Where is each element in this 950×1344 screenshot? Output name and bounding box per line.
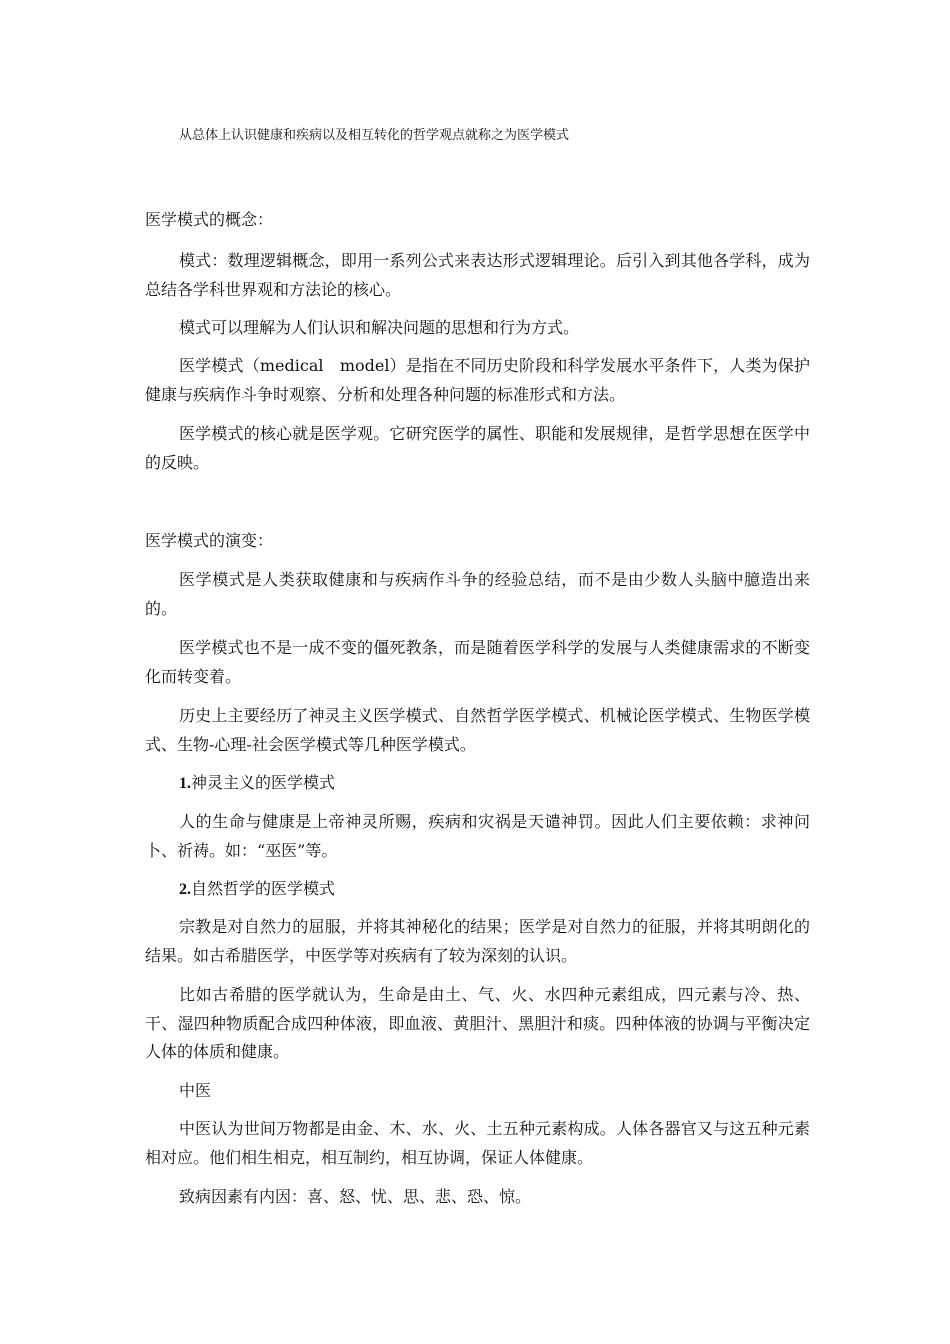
paragraph: 医学模式也不是一成不变的僵死教条，而是随着医学科学的发展与人类健康需求的不断变化而转变着。 [145, 638, 810, 686]
paragraph: 医学模式（medical model）是指在不同历史阶段和科学发展水平条件下，人类为保护健康与疾病作斗争时观察、分析和处理各种问题的标准形式和方法。 [145, 356, 810, 404]
page-header: 从总体上认识健康和疾病以及相互转化的哲学观点就称之为医学模式 [179, 128, 570, 143]
subheading-text: 自然哲学的医学模式 [191, 879, 336, 898]
subheading-1 [145, 769, 810, 799]
subheading-text: 神灵主义的医学模式 [191, 773, 336, 792]
paragraph: 致病因素有内因：喜、怒、忧、思、悲、恐、惊。 [179, 1187, 532, 1206]
paragraph: 宗教是对自然力的屈服，并将其神秘化的结果；医学是对自然力的征服，并将其明朗化的结果。如古希腊医学，中医学等对疾病有了较为深刻的认识。 [145, 917, 810, 965]
paragraph: 比如古希腊的医学就认为，生命是由土、气、火、水四种元素组成，四元素与冷、热、干、湿四种物质配合成四种体液，即血液、黄胆汁、黑胆汁和痰。四种体液的协调与平衡决定人体的体质和健康。 [145, 985, 810, 1061]
paragraph: 医学模式是人类获取健康和与疾病作斗争的经验总结，而不是由少数人头脑中臆造出来的。 [145, 570, 810, 618]
subheading-tcm: 中医 [179, 1081, 212, 1100]
subheading-number: 1. [179, 775, 191, 792]
section-title-concept: 医学模式的概念： [145, 210, 274, 229]
subheading-number: 2. [179, 881, 191, 898]
subheading-2 [145, 875, 810, 905]
paragraph: 模式可以理解为人们认识和解决问题的思想和行为方式。 [179, 318, 580, 337]
paragraph: 历史上主要经历了神灵主义医学模式、自然哲学医学模式、机械论医学模式、生物医学模式、生物-心理-社会医学模式等几种医学模式。 [145, 706, 810, 754]
paragraph: 模式：数理逻辑概念，即用一系列公式来表达形式逻辑理论。后引入到其他各学科，成为总结各学科世界观和方法论的核心。 [145, 251, 810, 299]
paragraph: 人的生命与健康是上帝神灵所赐，疾病和灾祸是天谴神罚。因此人们主要依赖：求神问卜、祈祷。如：“巫医”等。 [145, 812, 810, 860]
section-title-evolution: 医学模式的演变： [145, 531, 274, 550]
paragraph: 医学模式的核心就是医学观。它研究医学的属性、职能和发展规律，是哲学思想在医学中的反映。 [145, 424, 810, 472]
paragraph: 中医认为世间万物都是由金、木、水、火、土五种元素构成。人体各器官又与这五种元素相对应。他们相生相克，相互制约，相互协调，保证人体健康。 [145, 1119, 810, 1167]
